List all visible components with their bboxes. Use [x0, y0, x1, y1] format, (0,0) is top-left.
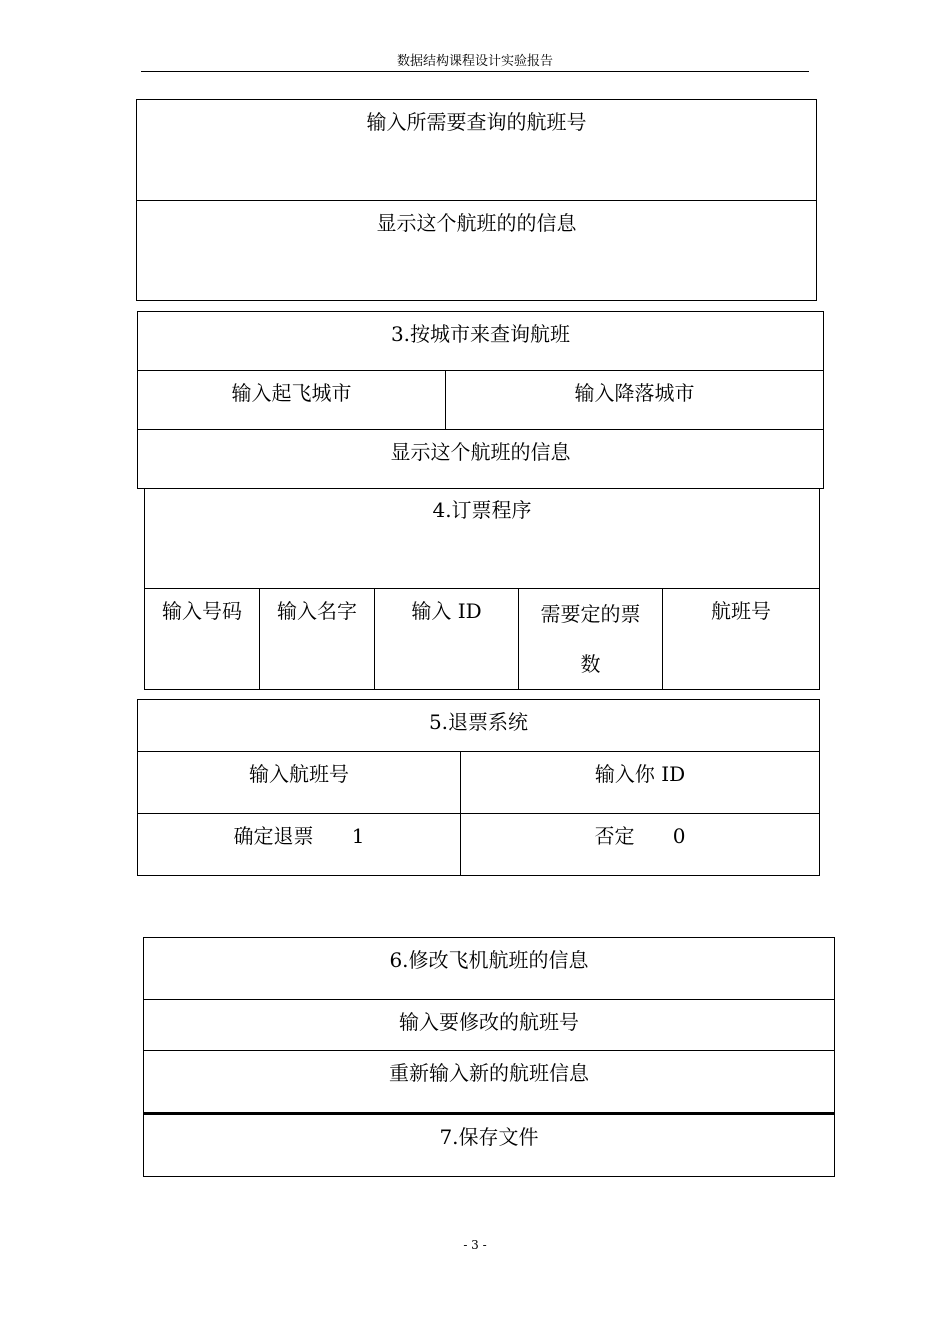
modify-flight-table: [143, 937, 835, 1113]
modify-flight-title: 6.修改飞机航班的信息: [144, 938, 835, 1000]
refund-title: 5.退票系统: [138, 700, 820, 752]
departure-city-cell: 输入起飞城市: [138, 371, 446, 430]
refund-cancel-label: 否定: [594, 824, 635, 848]
save-file-title: 7.保存文件: [144, 1114, 835, 1176]
booking-flight-number-cell: 航班号: [663, 588, 820, 689]
refund-id-cell: 输入你 ID: [461, 752, 820, 814]
refund-confirm-label: 确定退票: [233, 824, 314, 848]
refund-cancel-value: 0: [672, 824, 686, 848]
refund-flight-cell: 输入航班号: [138, 752, 461, 814]
query-by-city-table: [137, 311, 824, 489]
booking-table: [144, 488, 820, 690]
refund-cancel-cell: [461, 814, 820, 876]
booking-phone-cell: 输入号码: [145, 588, 260, 689]
arrival-city-cell: 输入降落城市: [446, 371, 824, 430]
refund-table: [137, 699, 820, 876]
city-result-cell: 显示这个航班的信息: [138, 430, 824, 489]
booking-id-cell: 输入 ID: [375, 588, 519, 689]
query-by-flight-table: [136, 99, 817, 301]
save-file-table: [143, 1113, 835, 1177]
booking-ticket-count-cell: 需要定的票数: [519, 588, 663, 689]
display-flight-info-cell: 显示这个航班的的信息: [137, 201, 817, 301]
query-by-city-title: 3.按城市来查询航班: [138, 312, 824, 371]
refund-confirm-cell: [138, 814, 461, 876]
modify-new-info-cell: 重新输入新的航班信息: [144, 1051, 835, 1113]
enter-flight-number-cell: 输入所需要查询的航班号: [137, 100, 817, 201]
booking-title: 4.订票程序: [145, 488, 820, 588]
refund-confirm-value: 1: [351, 824, 365, 848]
page-header: 数据结构课程设计实验报告: [396, 54, 553, 69]
page-number: - 3 -: [463, 1238, 487, 1252]
booking-name-cell: 输入名字: [260, 588, 375, 689]
modify-flight-number-cell: 输入要修改的航班号: [144, 1000, 835, 1051]
header-rule: [141, 71, 809, 72]
